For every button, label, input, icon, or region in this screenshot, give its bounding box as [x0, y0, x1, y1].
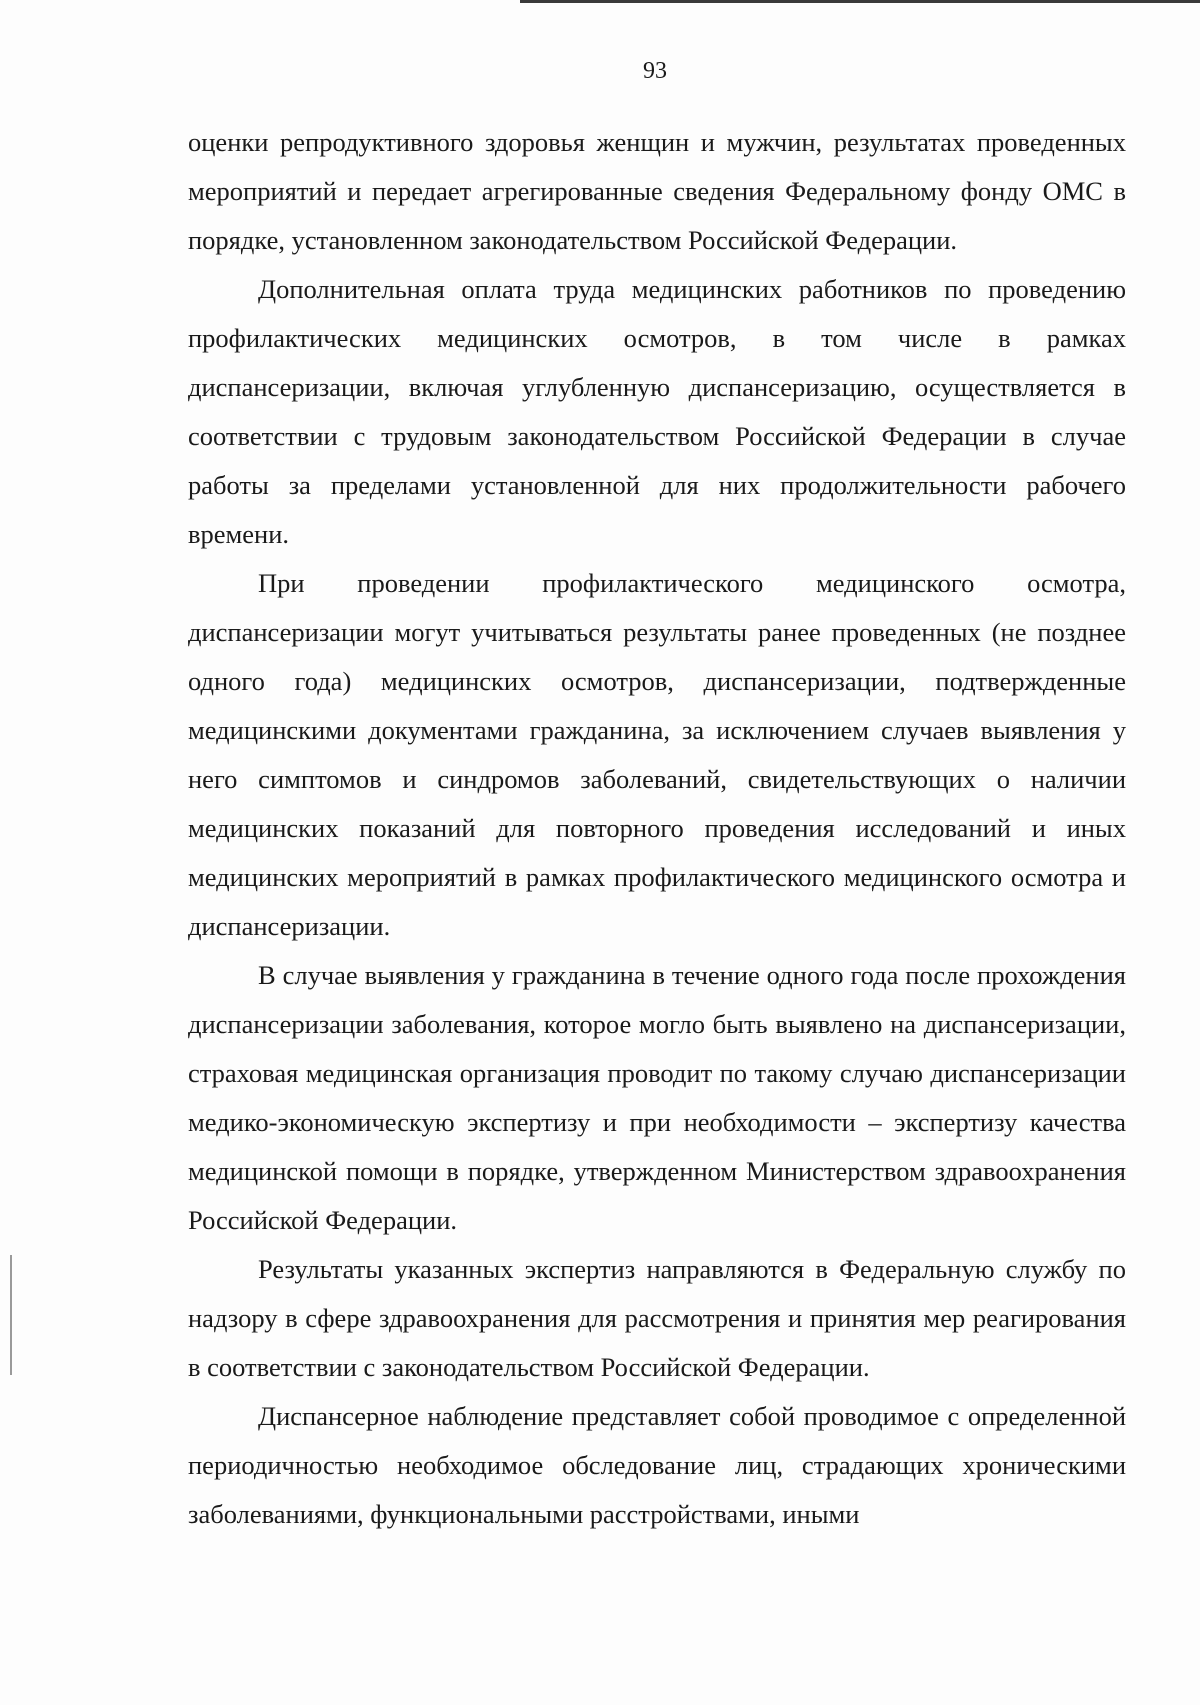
paragraph-disease-detection: В случае выявления у гражданина в течение одного года после прохождения диспансеризации заболевания, которое могло быть выявлено на диспансеризации, страховая медицинская организация проводит по такому случаю диспансеризации медико-экономическую экспертизу и при необходимости – экспертизу качества медицинской помощи в порядке, утвержденном Министерством здравоохранения Российской Федерации.: [188, 960, 1126, 1235]
scan-edge-line: [520, 0, 1200, 3]
page-number: 93: [643, 58, 667, 84]
paragraph-continuation: оценки репродуктивного здоровья женщин и мужчин, результатах проведенных мероприятий и передает агрегированные сведения Федеральному фонду ОМС в порядке, установленном законодательством Российской Федерации.: [188, 127, 1126, 255]
scan-margin-line: [10, 1255, 12, 1375]
paragraph-expertise-results: Результаты указанных экспертиз направляются в Федеральную службу по надзору в сфере здравоохранения для рассмотрения и принятия мер реагирования в соответствии с законодательством Российской Федерации.: [188, 1254, 1126, 1382]
paragraph-additional-payment: Дополнительная оплата труда медицинских работников по проведению профилактических медицинских осмотров, в том числе в рамках диспансеризации, включая углубленную диспансеризацию, осуществляется в соответствии с трудовым законодательством Российской Федерации в случае работы за пределами установленной для них продолжительности рабочего времени.: [188, 274, 1126, 549]
document-body: [188, 118, 1126, 1539]
paragraph-prior-results: При проведении профилактического медицинского осмотра, диспансеризации могут учитываться результаты ранее проведенных (не позднее одного года) медицинских осмотров, диспансеризации, подтвержденные медицинскими документами гражданина, за исключением случаев выявления у него симптомов и синдромов заболеваний, свидетельствующих о наличии медицинских показаний для повторного проведения исследований и иных медицинских мероприятий в рамках профилактического медицинского осмотра и диспансеризации.: [188, 568, 1126, 941]
paragraph-dispensary-observation: Диспансерное наблюдение представляет собой проводимое с определенной периодичностью необходимое обследование лиц, страдающих хроническими заболеваниями, функциональными расстройствами, иными: [188, 1401, 1126, 1529]
